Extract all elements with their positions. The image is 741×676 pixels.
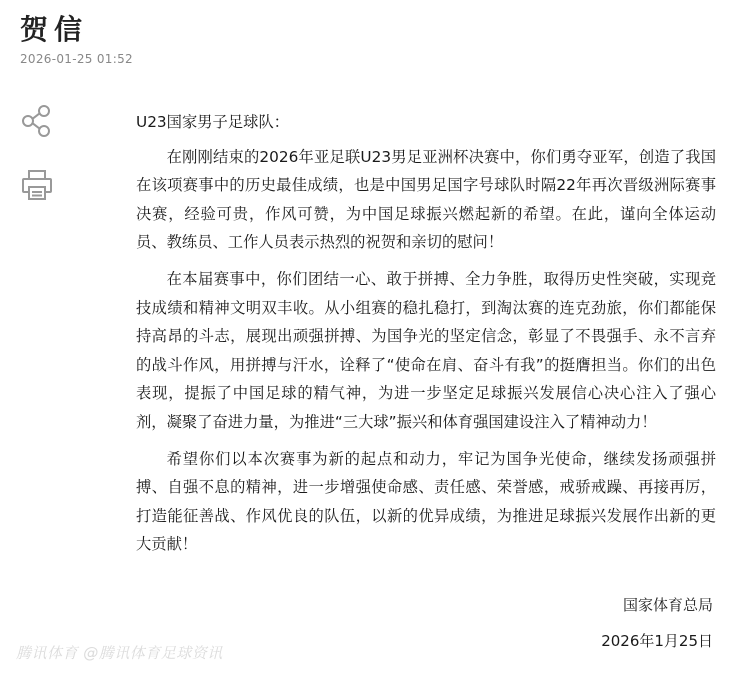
watermark: 腾讯体育 @腾讯体育足球资讯 <box>16 644 223 662</box>
printer-icon <box>20 168 54 202</box>
letter-paragraph: 在本届赛事中，你们团结一心、敢于拼搏、全力争胜，取得历史性突破，实现竞技成绩和精神文明双丰收。从小组赛的稳扎稳打，到淘汰赛的连克劲旅，你们都能保持高昂的斗志，展现出顽强拼搏、为国争光的坚定信念，彰显了不畏强手、永不言弃的战斗作风，用拼搏与汗水，诠释了“使命在肩、奋斗有我”的挺膺担当。你们的出色表现，提振了中国足球的精气神，为进一步坚定足球振兴发展信心决心注入了强心剂，凝聚了奋进力量，为推进“三大球”振兴和体育强国建设注入了精神动力！ <box>136 269 716 431</box>
letter-body <box>136 108 716 567</box>
share-icon <box>20 104 54 138</box>
letter-paragraph: 在刚刚结束的2026年亚足联U23男足亚洲杯决赛中，你们勇夺亚军，创造了我国在该项赛事中的历史最佳成绩，也是中国男足国字号球队时隔22年再次晋级洲际赛事决赛，经验可贵，作风可赞，为中国足球振兴燃起新的希望。在此，谨向全体运动员、教练员、工作人员表示热烈的祝贺和亲切的慰问！ <box>136 147 716 252</box>
page-title: 贺信 <box>20 13 89 46</box>
signature-date: 2026年1月25日 <box>601 632 713 650</box>
share-button[interactable] <box>20 104 54 138</box>
letter-salutation: U23国家男子足球队： <box>136 113 290 131</box>
print-button[interactable] <box>20 168 54 202</box>
signature-organization: 国家体育总局 <box>622 596 713 614</box>
letter-paragraph: 希望你们以本次赛事为新的起点和动力，牢记为国争光使命，继续发扬顽强拼搏、自强不息的精神，进一步增强使命感、责任感、荣誉感，戒骄戒躁、再接再厉，打造能征善战、作风优良的队伍，以新的优异成绩，为推进足球振兴发展作出新的更大贡献！ <box>136 449 716 554</box>
publish-date: 2026-01-25 01:52 <box>20 52 133 66</box>
